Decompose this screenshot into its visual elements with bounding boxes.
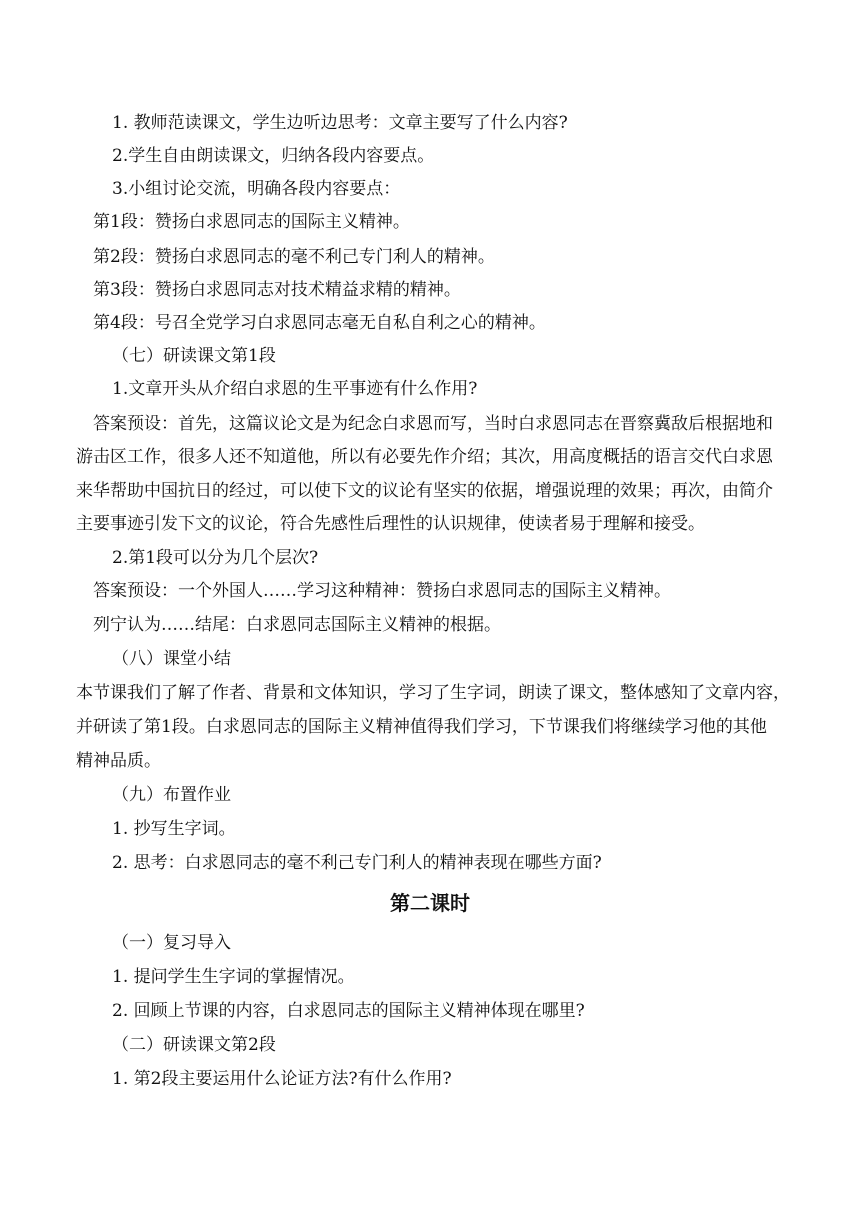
section-9-heading: （九）布置作业 bbox=[112, 785, 231, 805]
question-1: 1.文章开头从介绍白求恩的生平事迹有什么作用? bbox=[112, 379, 478, 399]
question-2: 2.第1段可以分为几个层次? bbox=[112, 548, 319, 568]
section-1-heading: （一）复习导入 bbox=[112, 933, 231, 953]
step-3-line: 3.小组讨论交流，明确各段内容要点： bbox=[112, 179, 401, 199]
summary-line-1: 本节课我们了解了作者、背景和文体知识，学习了生字词，朗读了课文，整体感知了文章内容， bbox=[76, 683, 790, 703]
answer-2-line-2: 列宁认为……结尾：白求恩同志国际主义精神的根据。 bbox=[93, 615, 501, 635]
lesson-2-title: 第二课时 bbox=[390, 891, 470, 915]
section-7-heading: （七）研读课文第1段 bbox=[112, 346, 276, 366]
paragraph-2-summary: 第2段：赞扬白求恩同志的毫不利己专门利人的精神。 bbox=[93, 247, 495, 267]
section-2-question-1: 1. 第2段主要运用什么论证方法?有什么作用? bbox=[112, 1069, 452, 1089]
answer-1-line-1: 答案预设：首先，这篇议论文是为纪念白求恩而写，当时白求恩同志在晋察冀敌后根据地和 bbox=[93, 414, 773, 434]
summary-line-3: 精神品质。 bbox=[76, 751, 161, 771]
section-2-heading: （二）研读课文第2段 bbox=[112, 1035, 276, 1055]
section-8-heading: （八）课堂小结 bbox=[112, 649, 231, 669]
paragraph-3-summary: 第3段：赞扬白求恩同志对技术精益求精的精神。 bbox=[93, 280, 461, 300]
paragraph-1-summary: 第1段：赞扬白求恩同志的国际主义精神。 bbox=[93, 212, 410, 232]
answer-2-line-1: 答案预设：一个外国人……学习这种精神：赞扬白求恩同志的国际主义精神。 bbox=[93, 581, 671, 601]
review-item-2: 2. 回顾上节课的内容，白求恩同志的国际主义精神体现在哪里? bbox=[112, 1001, 585, 1021]
step-1-line: 1. 教师范读课文，学生边听边思考：文章主要写了什么内容? bbox=[112, 113, 568, 133]
homework-2: 2. 思考：白求恩同志的毫不利己专门利人的精神表现在哪些方面? bbox=[112, 853, 602, 873]
summary-line-2: 并研读了第1段。白求恩同志的国际主义精神值得我们学习，下节课我们将继续学习他的其他 bbox=[76, 717, 767, 737]
answer-1-line-2: 游击区工作，很多人还不知道他，所以有必要先作介绍；其次，用高度概括的语言交代白求恩 bbox=[76, 447, 773, 467]
answer-1-line-3: 来华帮助中国抗日的经过，可以使下文的议论有坚实的依据，增强说理的效果；再次，由简介 bbox=[76, 481, 773, 501]
answer-1-line-4: 主要事迹引发下文的议论，符合先感性后理性的认识规律，使读者易于理解和接受。 bbox=[76, 514, 705, 534]
step-2-line: 2.学生自由朗读课文，归纳各段内容要点。 bbox=[112, 146, 435, 166]
homework-1: 1. 抄写生字词。 bbox=[112, 819, 236, 839]
review-item-1: 1. 提问学生生字词的掌握情况。 bbox=[112, 967, 355, 987]
paragraph-4-summary: 第4段：号召全党学习白求恩同志毫无自私自利之心的精神。 bbox=[93, 313, 546, 333]
